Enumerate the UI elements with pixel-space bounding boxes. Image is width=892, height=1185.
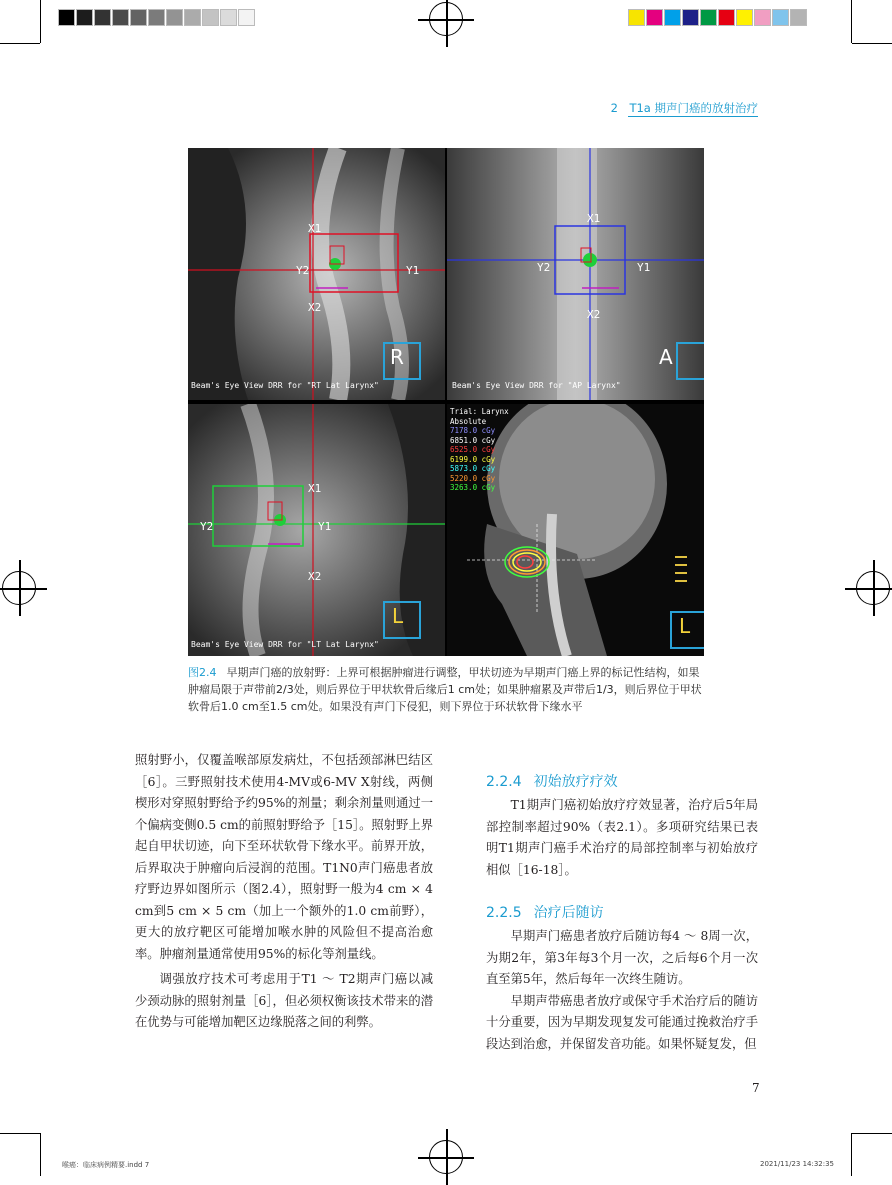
timestamp-slug: 2021/11/23 14:32:35	[760, 1160, 835, 1168]
section-number: 2.2.4	[486, 774, 522, 790]
gray-swatch	[184, 9, 201, 26]
crop-mark	[852, 43, 892, 44]
color-swatch	[682, 9, 699, 26]
dose-level: 6851.0 cGy	[450, 435, 496, 445]
color-swatch	[754, 9, 771, 26]
registration-mark	[2, 571, 36, 605]
panel-title: Beam's Eye View DRR for "AP Larynx"	[452, 381, 621, 390]
gray-swatch	[148, 9, 165, 26]
orientation-marker: A	[659, 345, 673, 369]
jaw-label-x1: X1	[308, 482, 322, 495]
jaw-label-x1: X1	[587, 212, 601, 225]
paragraph: 调强放疗技术可考虑用于T1 ～ T2期声门癌以减少颈动脉的照射剂量［6］，但必须权衡该技术带来的潜在优势与可能增加靶区边缘脱落之间的利弊。	[135, 972, 433, 1029]
jaw-label-x2: X2	[587, 308, 601, 321]
gray-swatch	[202, 9, 219, 26]
registration-mark	[856, 571, 890, 605]
gray-color-bar	[58, 9, 256, 26]
gray-swatch	[112, 9, 129, 26]
gray-swatch	[166, 9, 183, 26]
orientation-marker: R	[390, 345, 404, 369]
section-heading-2-2-4	[486, 771, 618, 791]
right-column-section-2	[486, 926, 758, 1055]
dose-legend-mode: Absolute	[450, 416, 487, 426]
jaw-label-y2: Y2	[296, 264, 310, 277]
color-swatch	[718, 9, 735, 26]
crop-mark	[40, 0, 41, 43]
right-column-section-1	[486, 795, 758, 881]
figure-2-4	[188, 148, 704, 656]
color-swatch	[628, 9, 645, 26]
gray-swatch	[58, 9, 75, 26]
crop-mark	[851, 0, 852, 43]
color-swatch	[646, 9, 663, 26]
color-swatch	[736, 9, 753, 26]
gray-swatch	[130, 9, 147, 26]
dose-legend	[450, 407, 509, 493]
color-swatch	[664, 9, 681, 26]
orientation-marker: L	[392, 604, 404, 628]
figure-caption-text: 早期声门癌的放射野：上界可根据肿瘤进行调整，甲状切迹为早期声门癌上界的标记性结构，如果肿瘤局限于声带前2/3处，则后界位于甲状软骨后缘后1 cm处；如果肿瘤累及声带后1/3，则后界位于甲状软骨后1.0 cm至1.5 cm处。如果没有声门下侵犯，则下界位于环状软骨下缘水平	[188, 666, 702, 713]
paragraph: T1期声门癌初始放疗疗效显著，治疗后5年局部控制率超过90%（表2.1）。多项研究结果已表明T1期声门癌手术治疗的局部控制率与初始放疗相似［16-18］。	[486, 798, 758, 877]
jaw-label-x2: X2	[308, 570, 322, 583]
gray-swatch	[220, 9, 237, 26]
dose-level: 5873.0 cGy	[450, 464, 496, 473]
panel-title: Beam's Eye View DRR for "LT Lat Larynx"	[191, 640, 379, 649]
running-head-rule	[628, 116, 758, 117]
jaw-label-y1: Y1	[318, 520, 332, 533]
dose-level: 3263.0 cGy	[450, 483, 496, 492]
dose-level: 7178.0 cGy	[450, 426, 496, 435]
file-slug: 喉癌：临床病例精要.indd 7	[62, 1161, 150, 1169]
orientation-marker: L	[679, 614, 691, 638]
registration-mark	[429, 1140, 463, 1174]
jaw-label-x2: X2	[308, 301, 322, 314]
panel-lt-lat	[188, 404, 445, 656]
paragraph: 早期声带癌患者放疗或保守手术治疗后的随访十分重要，因为早期发现复发可能通过挽救治疗手段达到治愈，并保留发音功能。如果怀疑复发，但	[486, 993, 758, 1051]
dose-legend-levels	[450, 426, 509, 493]
panel-sagittal-dose	[447, 404, 704, 656]
gray-swatch	[94, 9, 111, 26]
color-swatch	[700, 9, 717, 26]
dose-level: 5220.0 cGy	[450, 473, 496, 483]
jaw-label-y1: Y1	[406, 264, 420, 277]
process-color-bar	[628, 9, 808, 26]
jaw-label-y1: Y1	[637, 261, 651, 274]
running-head: 2 T1a 期声门癌的放射治疗	[610, 101, 758, 115]
left-column	[135, 750, 433, 1034]
paragraph: 早期声门癌患者放疗后随访每4 ～ 8周一次，为期2年，第3年每3个月一次，之后每6个月一次直至第5年，然后每年一次终生随访。	[486, 929, 758, 986]
color-swatch	[790, 9, 807, 26]
crop-mark	[852, 1133, 892, 1134]
dose-legend-trial: Trial: Larynx	[450, 407, 509, 416]
dose-level: 6525.0 cGy	[450, 445, 496, 454]
page-number: 7	[752, 1081, 760, 1095]
jaw-label-x1: X1	[308, 222, 322, 235]
crop-mark	[851, 1133, 852, 1176]
panel-title: Beam's Eye View DRR for "RT Lat Larynx"	[191, 381, 379, 390]
dose-level: 6199.0 cGy	[450, 454, 496, 464]
panel-rt-lat	[188, 148, 445, 400]
section-title: 初始放疗疗效	[533, 774, 618, 790]
jaw-label-y2: Y2	[200, 520, 214, 533]
registration-mark	[429, 2, 463, 36]
color-swatch	[772, 9, 789, 26]
figure-caption-label: 图2.4	[188, 666, 217, 679]
paragraph: 照射野小，仅覆盖喉部原发病灶，不包括颈部淋巴结区［6］。三野照射技术使用4-MV或6-MV X射线，两侧楔形对穿照射野给予约95%的剂量；剩余剂量则通过一个偏病变侧0.5 cm的前照射野给予［15］。照射野上界起自甲状切迹，向下至环状软骨下缘水平。前界开放，后界取决于肿瘤向后浸润的范围。T1N0声门癌患者放疗野边界如图所示（图2.4），照射野一般为4 cm × 4 cm到5 cm × 5 cm（加上一个额外的1.0 cm前野），更大的放疗靶区可能增加喉水肿的风险但不提高治愈率。肿瘤剂量通常使用95%的标化等剂量线。	[135, 753, 433, 961]
section-number: 2.2.5	[486, 905, 522, 921]
panel-ap	[447, 148, 704, 400]
jaw-label-y2: Y2	[537, 261, 551, 274]
crop-mark	[0, 1133, 40, 1134]
gray-swatch	[76, 9, 93, 26]
crop-mark	[40, 1133, 41, 1176]
figure-caption	[188, 664, 708, 715]
gray-swatch	[238, 9, 255, 26]
section-title: 治疗后随访	[533, 905, 604, 921]
section-heading-2-2-5	[486, 902, 604, 922]
crop-mark	[0, 43, 40, 44]
